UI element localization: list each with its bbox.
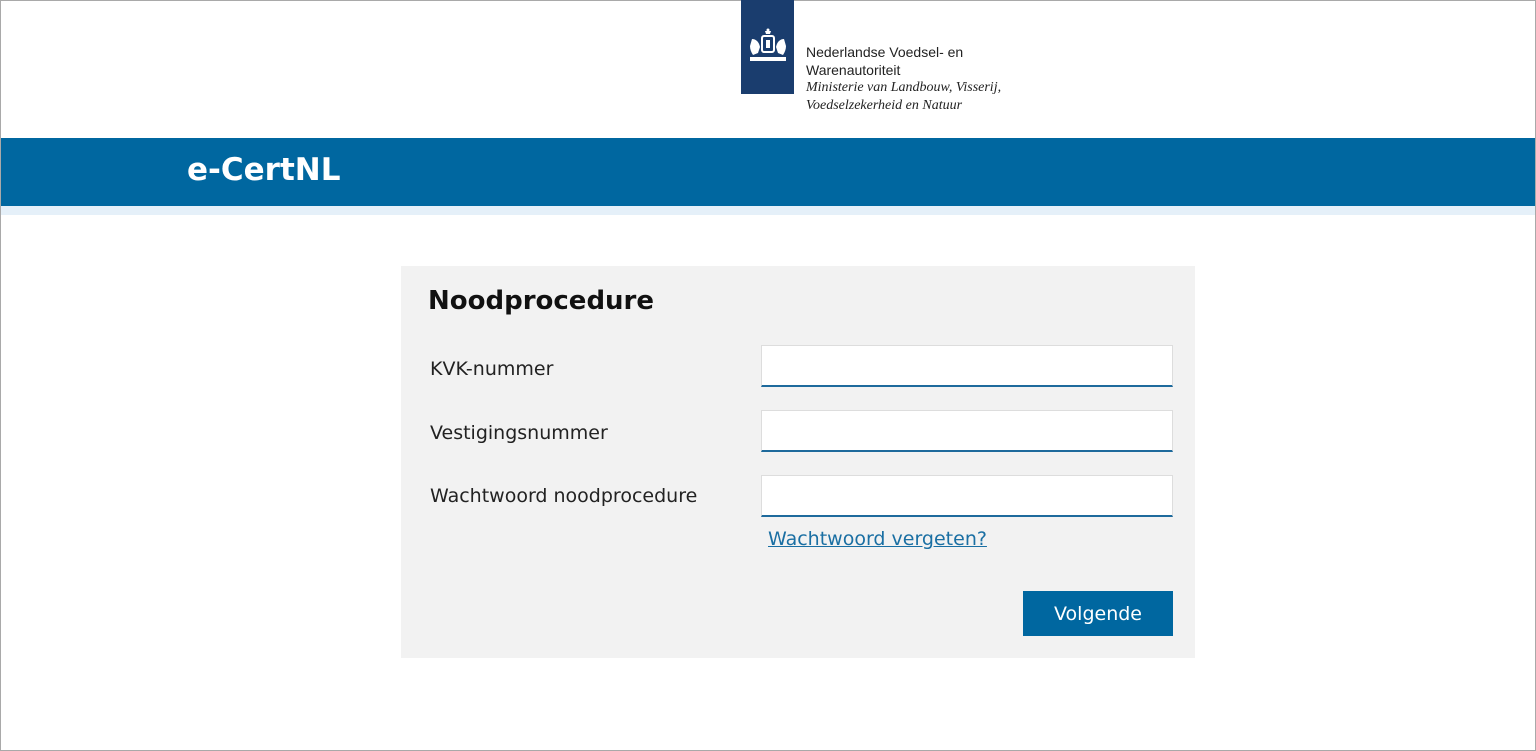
rijksoverheid-logo — [741, 0, 794, 94]
form-title: Noodprocedure — [428, 286, 655, 316]
coat-of-arms-icon — [746, 27, 790, 67]
app-title: e-CertNL — [187, 152, 341, 188]
emergency-password-input[interactable] — [761, 475, 1173, 517]
kvk-number-input[interactable] — [761, 345, 1173, 387]
next-button[interactable]: Volgende — [1023, 591, 1173, 636]
org-line-2: Warenautoriteit — [806, 62, 901, 78]
branch-number-input[interactable] — [761, 410, 1173, 452]
emergency-password-label: Wachtwoord noodprocedure — [430, 485, 698, 507]
org-line-1: Nederlandse Voedsel- en — [806, 44, 964, 60]
kvk-number-label: KVK-nummer — [430, 358, 554, 380]
forgot-password-link[interactable]: Wachtwoord vergeten? — [768, 528, 987, 550]
ministry-line-2: Voedselzekerheid en Natuur — [806, 98, 963, 113]
branch-number-label: Vestigingsnummer — [430, 422, 608, 444]
organization-name — [806, 43, 1001, 115]
emergency-login-form — [401, 266, 1195, 658]
banner-underline — [1, 206, 1535, 215]
ministry-line-1: Ministerie van Landbouw, Visserij, — [806, 80, 1002, 95]
